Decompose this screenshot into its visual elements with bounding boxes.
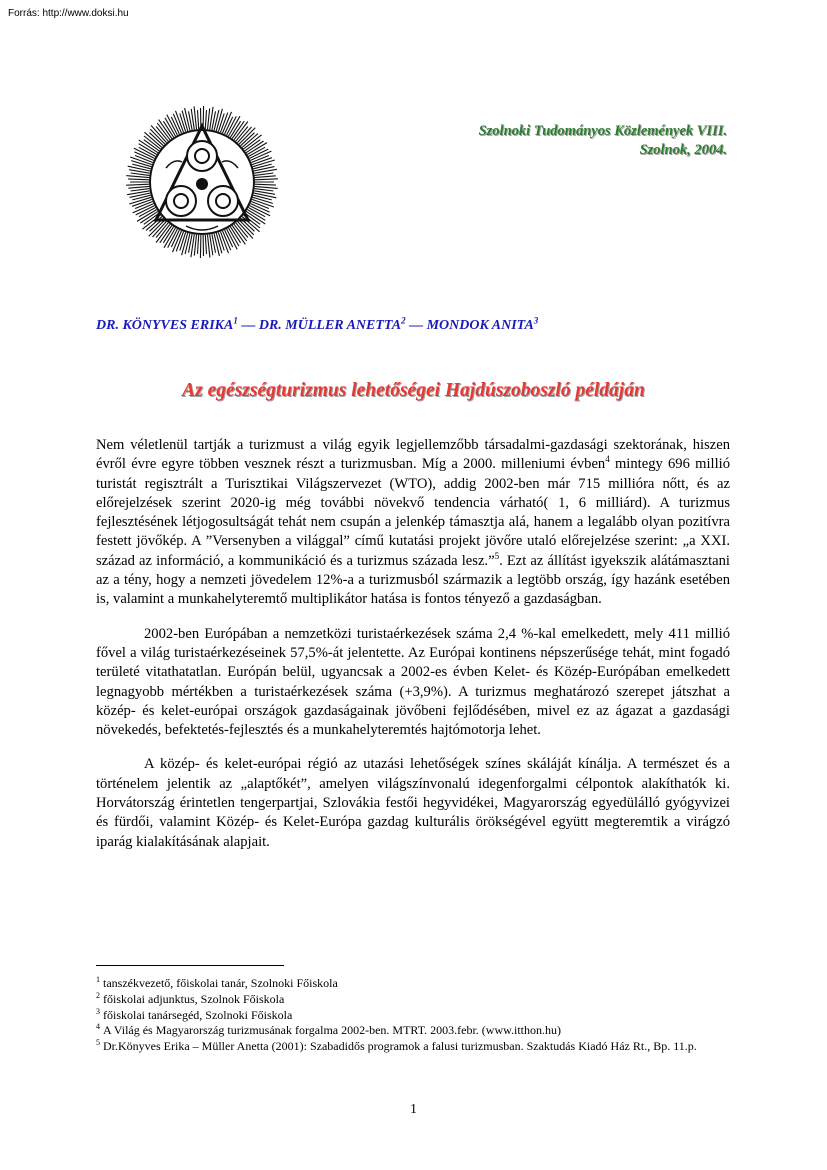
author-1: DR. KÖNYVES ERIKA <box>96 318 234 333</box>
paragraph-1: Nem véletlenül tartják a turizmust a világ egyik legjellemzőbb társadalmi-gazdasági szektorának, hiszen évről évre egyre többen vesznek részt a turizmusban. Míg a 2000. milleniumi évben$^4$ mintegy 696 millió turistát regisztrált a Turisztikai Világszervezet (WTO), addig 2002-ben már 715 millióra nőtt, és az előrejelzések szerint 2020-ig még további növekvő tendencia várható( 1, 6 milliárd). A turizmus fejlesztésének létjogosultságát tehát nem csupán a jelenkép támasztja alá, hanem a legalább olyan pozitívra festett jövőkép. A ”Versenyben a világgal” című kutatási projekt jövőre utaló előrejelzése szerint: „a XXI. század az információ, a kommunikáció és a turizmus százada lesz.”$^5$. Ezt az állítást igyekszik alátámasztani az a tény, hogy a nemzeti jövedelem 12%-a a turizmusból származik a legtöbb ország, így hazánk esetében is, valamint a munkahelyteremtő multiplikátor hatása is fontos tényező a gazdaságban. <box>96 437 730 608</box>
article-body <box>96 436 730 867</box>
footnote-item: $^2$ főiskolai adjunktus, Szolnok Főiskola <box>96 990 285 1006</box>
footnotes <box>96 976 730 1055</box>
footnote-ref-1[interactable]: 1 <box>233 315 238 326</box>
footnote-item: $^4$ A Világ és Magyarország turizmusának forgalma 2002-ben. MTRT. 2003.febr. (www.itthon.hu) <box>96 1022 562 1038</box>
journal-title: Szolnoki Tudományos Közlemények VIII. <box>478 123 727 139</box>
journal-logo-emblem <box>126 96 278 276</box>
author-3: — MONDOK ANITA <box>405 318 534 333</box>
source-url: Forrás: http://www.doksi.hu <box>8 8 129 19</box>
article-title: Az egészségturizmus lehetőségei Hajdúszoboszló példáján <box>182 380 645 401</box>
footnote-ref-3[interactable]: 3 <box>533 315 539 326</box>
footnote-item: $^3$ főiskolai tanársegéd, Szolnoki Főiskola <box>96 1006 293 1022</box>
footnote-separator <box>96 965 284 966</box>
paragraph-3: A közép- és kelet-európai régió az utazási lehetőségek színes skáláját kínálja. A természet és a történelem jelentik az „alaptőkét”, amelyen világszínvonalú idegenforgalmi célpontok alakíthatók ki. Horvátország érintetlen tengerpartjai, Szlovákia festői hegyvidékei, Magyarország egyedülálló gyógyvizei és fürdői, valamint Közép- és Kelet-Európa gazdag kulturális örökségével együtt megteremtik a virágzó iparág kialakításának alapjait. <box>96 756 730 850</box>
journal-header <box>479 122 727 160</box>
author-line <box>96 315 539 334</box>
page-number: 1 <box>410 1102 417 1117</box>
author-2: — DR. MÜLLER ANETTA <box>237 318 402 333</box>
footnote-item: $^5$ Dr.Könyves Erika – Müller Anetta (2001): Szabadidős programok a falusi turizmusban. Szaktudás Kiadó Ház Rt., Bp. 11.p. <box>96 1038 697 1054</box>
journal-place-year: Szolnok, 2004. <box>639 142 727 158</box>
footnote-ref-2[interactable]: 2 <box>401 315 406 326</box>
footnote-item: $^1$ tanszékvezető, főiskolai tanár, Szolnoki Főiskola <box>96 975 338 990</box>
footnote-ref-4[interactable]: 4 <box>605 454 610 465</box>
paragraph-2: 2002-ben Európában a nemzetközi turistaérkezések száma 2,4 %-kal emelkedett, mely 411 millió fővel a világ turistaérkezéseinek 57,5%-át jelentette. Az Európai kontinens népszerűsége tehát, mint fogadó területé vitathatatlan. Európán belül, ugyancsak a 2002-es évben Kelet- és Közép-Európában emelkedett legnagyobb mértékben a turistaérkezések száma (+3,9%). A turizmus meghatározó szerepet játszhat a közép- és kelet-európai országok gazdaságainak jövőbeni fejlődésében, mivel ez az ágazat a gazdasági növekedés, befektetés-fejlesztés és a munkahelyteremtés hajtómotorja lehet. <box>96 625 730 739</box>
footnote-ref-5[interactable]: 5 <box>494 550 500 561</box>
